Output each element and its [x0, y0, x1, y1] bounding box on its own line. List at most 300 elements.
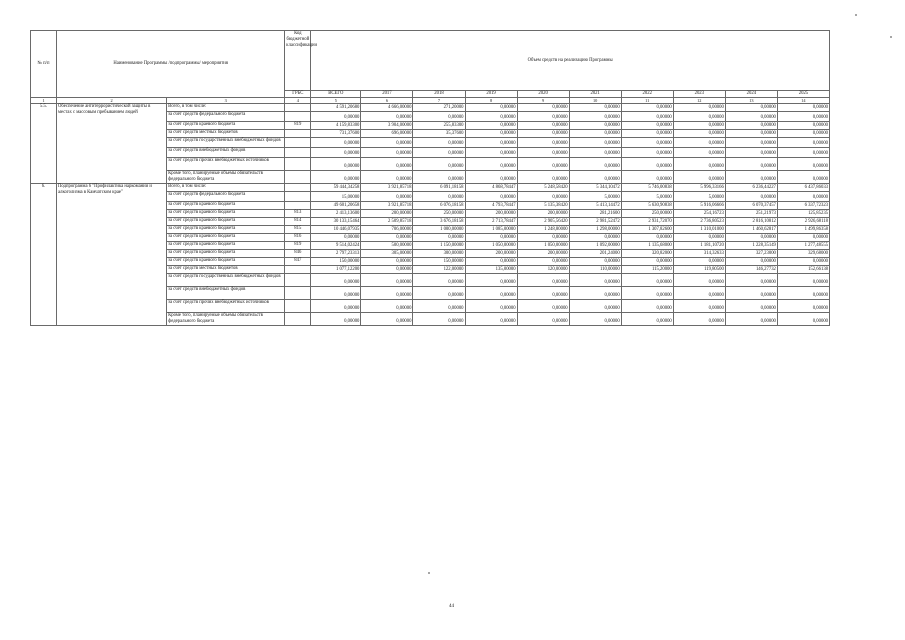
- year-amount: 0,00000: [569, 148, 621, 158]
- program-funding-table: [30, 30, 830, 326]
- year-amount: 0,00000: [777, 122, 829, 130]
- year-amount: 0,00000: [361, 266, 413, 274]
- grbs-code: [285, 148, 311, 158]
- year-amount: 0,00000: [413, 171, 465, 184]
- year-amount: 0,00000: [621, 148, 673, 158]
- year-amount: 0,00000: [673, 104, 725, 112]
- year-amount: 6 337,72323: [777, 202, 829, 210]
- year-amount: 1 150,00000: [413, 242, 465, 250]
- year-amount: 0,00000: [361, 274, 413, 287]
- year-amount: 0,00000: [725, 130, 777, 138]
- year-amount: 1 460,62817: [725, 226, 777, 234]
- year-amount: 327,23000: [725, 250, 777, 258]
- year-amount: 0,00000: [621, 287, 673, 300]
- column-index: 5: [311, 98, 361, 104]
- total-amount: 0,00000: [311, 148, 361, 158]
- year-amount: 0,00000: [777, 104, 829, 112]
- year-amount: 0,00000: [361, 287, 413, 300]
- year-amount: 1 310,01000: [673, 226, 725, 234]
- year-amount: 1 000,00000: [413, 226, 465, 234]
- total-amount: 150,00000: [311, 258, 361, 266]
- year-amount: 0,00000: [777, 158, 829, 171]
- funding-source-label: за счет средств краевого бюджета: [167, 258, 285, 266]
- grbs-code: [285, 158, 311, 171]
- year-amount: 0,00000: [673, 112, 725, 122]
- year-amount: 0,00000: [517, 138, 569, 148]
- grbs-code: 846: [285, 250, 311, 258]
- grbs-code: [285, 266, 311, 274]
- year-amount: 0,00000: [673, 138, 725, 148]
- year-amount: 0,00000: [569, 104, 621, 112]
- year-amount: 1 298,00000: [569, 226, 621, 234]
- year-amount: 0,00000: [621, 104, 673, 112]
- year-amount: 0,00000: [361, 192, 413, 202]
- header-total: ВСЕГО: [311, 91, 361, 98]
- year-amount: 0,00000: [777, 171, 829, 184]
- year-amount: 0,00000: [777, 287, 829, 300]
- scan-speck: [855, 14, 857, 16]
- year-amount: 0,00000: [413, 234, 465, 242]
- year-amount: 2 736,80523: [673, 218, 725, 226]
- year-amount: 255,83300: [413, 122, 465, 130]
- year-amount: 0,00000: [621, 158, 673, 171]
- year-amount: 0,00000: [777, 258, 829, 266]
- year-amount: 5,00000: [621, 192, 673, 202]
- year-amount: 0,00000: [361, 258, 413, 266]
- funding-source-label: за счет средств краевого бюджета: [167, 242, 285, 250]
- year-amount: 0,00000: [621, 138, 673, 148]
- year-amount: 0,00000: [777, 234, 829, 242]
- year-amount: 4 793,78447: [465, 202, 517, 210]
- year-amount: 5,00000: [673, 192, 725, 202]
- funding-source-label: Всего, в том числе:: [167, 104, 285, 112]
- year-amount: 0,00000: [465, 104, 517, 112]
- year-amount: 250,00000: [413, 210, 465, 218]
- header-year: 2023: [673, 91, 725, 98]
- funding-source-label: за счет средств федерального бюджета: [167, 112, 285, 122]
- year-amount: 0,00000: [673, 274, 725, 287]
- year-amount: 119,80500: [673, 266, 725, 274]
- funding-source-label: за счет средств федерального бюджета: [167, 192, 285, 202]
- year-amount: 122,00000: [413, 266, 465, 274]
- year-amount: 0,00000: [725, 234, 777, 242]
- year-amount: 0,00000: [517, 171, 569, 184]
- year-amount: 0,00000: [517, 274, 569, 287]
- year-amount: 5 746,00838: [621, 184, 673, 192]
- year-amount: 200,00000: [517, 210, 569, 218]
- column-index: 2: [57, 98, 167, 104]
- year-amount: 0,00000: [673, 258, 725, 266]
- year-amount: 150,00000: [413, 258, 465, 266]
- year-amount: 329,68000: [777, 250, 829, 258]
- year-amount: 0,00000: [465, 171, 517, 184]
- year-amount: 0,00000: [465, 158, 517, 171]
- year-amount: 250,00000: [621, 210, 673, 218]
- year-amount: 5 135,38420: [517, 202, 569, 210]
- total-amount: 30 133,15464: [311, 218, 361, 226]
- header-funding-volume: Объем средств на реализацию Программы: [311, 31, 830, 91]
- header-year: 2024: [725, 91, 777, 98]
- year-amount: 500,00000: [361, 242, 413, 250]
- funding-source-label: за счет средств государственных внебюджетных фондов: [167, 138, 285, 148]
- year-amount: 0,00000: [569, 274, 621, 287]
- scan-speck: [428, 572, 430, 574]
- total-amount: 4 591,20680: [311, 104, 361, 112]
- header-year: 2017: [361, 91, 413, 98]
- year-amount: 5 344,10472: [569, 184, 621, 192]
- year-amount: 0,00000: [413, 287, 465, 300]
- year-amount: 0,00000: [725, 300, 777, 313]
- year-amount: 120,00000: [517, 266, 569, 274]
- year-amount: 201,24000: [569, 250, 621, 258]
- total-amount: 10 446,07935: [311, 226, 361, 234]
- year-amount: 0,00000: [725, 258, 777, 266]
- year-amount: 0,00000: [465, 112, 517, 122]
- year-amount: 300,00000: [413, 250, 465, 258]
- grbs-code: [285, 171, 311, 184]
- year-amount: 2 509,85718: [361, 218, 413, 226]
- year-amount: 146,27732: [725, 266, 777, 274]
- year-amount: 0,00000: [725, 192, 777, 202]
- year-amount: 1 248,80000: [517, 226, 569, 234]
- year-amount: 0,00000: [413, 300, 465, 313]
- grbs-code: 813: [285, 210, 311, 218]
- year-amount: 0,00000: [569, 171, 621, 184]
- column-index: 11: [621, 98, 673, 104]
- funding-source-label: за счет средств краевого бюджета: [167, 210, 285, 218]
- year-amount: 0,00000: [413, 192, 465, 202]
- total-amount: 15,00000: [311, 192, 361, 202]
- funding-source-label: за счет средств государственных внебюджетных фондов: [167, 274, 285, 287]
- year-amount: 0,00000: [413, 148, 465, 158]
- column-index: 7: [413, 98, 465, 104]
- year-amount: 110,00000: [569, 266, 621, 274]
- year-amount: 0,00000: [777, 130, 829, 138]
- grbs-code: 819: [285, 242, 311, 250]
- year-amount: 0,00000: [413, 274, 465, 287]
- year-amount: 5 996,33166: [673, 184, 725, 192]
- year-amount: 0,00000: [725, 287, 777, 300]
- year-amount: 0,00000: [361, 234, 413, 242]
- total-amount: 4 159,83300: [311, 122, 361, 130]
- grbs-code: [285, 192, 311, 202]
- total-amount: 2 797,23313: [311, 250, 361, 258]
- year-amount: 0,00000: [673, 313, 725, 326]
- year-amount: 1 050,00000: [517, 242, 569, 250]
- year-amount: 0,00000: [621, 300, 673, 313]
- year-amount: 0,00000: [465, 287, 517, 300]
- year-amount: 2 905,56420: [517, 218, 569, 226]
- year-amount: 0,00000: [673, 287, 725, 300]
- grbs-code: [285, 104, 311, 112]
- funding-source-label: за счет средств краевого бюджета: [167, 218, 285, 226]
- total-amount: 0,00000: [311, 234, 361, 242]
- year-amount: 0,00000: [569, 300, 621, 313]
- section-number: 6.: [31, 184, 57, 326]
- scan-speck: [890, 36, 892, 38]
- year-amount: 0,00000: [621, 313, 673, 326]
- year-amount: 0,00000: [517, 300, 569, 313]
- column-index: 4: [285, 98, 311, 104]
- year-amount: 251,21973: [725, 210, 777, 218]
- funding-source-label: Кроме того, планируемые объемы обязательств федерального бюджета: [167, 313, 285, 326]
- year-amount: 0,00000: [725, 148, 777, 158]
- year-amount: 0,00000: [413, 112, 465, 122]
- year-amount: 3 921,85718: [361, 202, 413, 210]
- grbs-code: [285, 274, 311, 287]
- year-amount: 0,00000: [621, 171, 673, 184]
- year-amount: 1 181,10720: [673, 242, 725, 250]
- year-amount: 0,00000: [621, 258, 673, 266]
- total-amount: 1 077,12200: [311, 266, 361, 274]
- year-amount: 1 092,00000: [569, 242, 621, 250]
- year-amount: 0,00000: [465, 192, 517, 202]
- year-amount: 115,20000: [621, 266, 673, 274]
- year-amount: 200,00000: [465, 210, 517, 218]
- year-amount: 0,00000: [621, 112, 673, 122]
- total-amount: 2 413,13600: [311, 210, 361, 218]
- year-amount: 0,00000: [517, 234, 569, 242]
- grbs-code: [285, 313, 311, 326]
- year-amount: 0,00000: [621, 274, 673, 287]
- year-amount: 2 981,52472: [569, 218, 621, 226]
- total-amount: 59 444,34258: [311, 184, 361, 192]
- year-amount: 0,00000: [361, 158, 413, 171]
- year-amount: 0,00000: [569, 313, 621, 326]
- year-amount: 0,00000: [725, 158, 777, 171]
- column-index: 8: [465, 98, 517, 104]
- funding-source-label: за счет средств внебюджетных фондов: [167, 148, 285, 158]
- year-amount: 5 916,06666: [673, 202, 725, 210]
- year-amount: 0,00000: [569, 112, 621, 122]
- year-amount: 0,00000: [673, 158, 725, 171]
- year-amount: 271,20000: [413, 104, 465, 112]
- year-amount: 0,00000: [569, 287, 621, 300]
- year-amount: 0,00000: [465, 258, 517, 266]
- year-amount: 1 277,48555: [777, 242, 829, 250]
- grbs-code: 815: [285, 226, 311, 234]
- year-amount: 0,00000: [465, 122, 517, 130]
- year-amount: 0,00000: [725, 138, 777, 148]
- year-amount: 0,00000: [517, 112, 569, 122]
- year-amount: 0,00000: [725, 122, 777, 130]
- year-amount: 0,00000: [777, 148, 829, 158]
- column-index: 12: [673, 98, 725, 104]
- grbs-code: [285, 184, 311, 192]
- column-index: 14: [777, 98, 829, 104]
- page-number: 44: [449, 604, 454, 609]
- year-amount: 706,00000: [361, 226, 413, 234]
- year-amount: 0,00000: [361, 148, 413, 158]
- year-amount: 0,00000: [673, 130, 725, 138]
- year-amount: 281,21600: [569, 210, 621, 218]
- year-amount: 4 868,78447: [465, 184, 517, 192]
- year-amount: 4 666,00000: [361, 104, 413, 112]
- year-amount: 0,00000: [673, 171, 725, 184]
- total-amount: 0,00000: [311, 274, 361, 287]
- header-budget-code: Код бюджетной классификации: [285, 31, 311, 91]
- year-amount: 305,00000: [361, 250, 413, 258]
- column-index: 13: [725, 98, 777, 104]
- year-amount: 0,00000: [673, 234, 725, 242]
- section-number: 5.5.: [31, 104, 57, 184]
- column-index: 6: [361, 98, 413, 104]
- year-amount: 5 630,90838: [621, 202, 673, 210]
- year-amount: 0,00000: [465, 148, 517, 158]
- year-amount: 0,00000: [777, 192, 829, 202]
- header-year: 2025: [777, 91, 829, 98]
- year-amount: 0,00000: [361, 313, 413, 326]
- year-amount: 696,00000: [361, 130, 413, 138]
- year-amount: 0,00000: [569, 258, 621, 266]
- funding-source-label: за счет средств прочих внебюджетных источников: [167, 158, 285, 171]
- year-amount: 6 076,18158: [413, 202, 465, 210]
- column-index: 10: [569, 98, 621, 104]
- header-year: 2020: [517, 91, 569, 98]
- year-amount: 1 050,00000: [465, 242, 517, 250]
- year-amount: 0,00000: [517, 192, 569, 202]
- year-amount: 6 236,44227: [725, 184, 777, 192]
- year-amount: 0,00000: [465, 274, 517, 287]
- header-year: 2019: [465, 91, 517, 98]
- year-amount: 0,00000: [361, 300, 413, 313]
- column-index: 1: [31, 98, 57, 104]
- year-amount: 0,00000: [569, 138, 621, 148]
- total-amount: 0,00000: [311, 171, 361, 184]
- total-amount: 0,00000: [311, 138, 361, 148]
- grbs-code: [285, 130, 311, 138]
- funding-source-label: за счет средств прочих внебюджетных источников: [167, 300, 285, 313]
- table-row: [31, 184, 830, 192]
- year-amount: 0,00000: [777, 300, 829, 313]
- year-amount: 0,00000: [777, 112, 829, 122]
- year-amount: 2 713,78447: [465, 218, 517, 226]
- section-name: Обеспечение антитеррористической защиты в местах с массовым пребыванием людей: [57, 104, 167, 184]
- year-amount: 0,00000: [517, 122, 569, 130]
- year-amount: 0,00000: [673, 300, 725, 313]
- year-amount: 2 816,10812: [725, 218, 777, 226]
- column-index: 9: [517, 98, 569, 104]
- funding-source-label: Кроме того, планируемые объемы обязательств федерального бюджета: [167, 171, 285, 184]
- year-amount: 0,00000: [621, 130, 673, 138]
- grbs-code: 814: [285, 218, 311, 226]
- year-amount: 0,00000: [413, 158, 465, 171]
- funding-table-sheet: [30, 30, 830, 326]
- header-program-name: Наименование Программы /подпрограммы/ мероприятия: [57, 31, 285, 98]
- header-year: 2022: [621, 91, 673, 98]
- year-amount: 0,00000: [673, 148, 725, 158]
- total-amount: 0,00000: [311, 287, 361, 300]
- year-amount: 35,37600: [413, 130, 465, 138]
- year-amount: 0,00000: [361, 112, 413, 122]
- total-amount: 0,00000: [311, 300, 361, 313]
- year-amount: 0,00000: [517, 104, 569, 112]
- year-amount: 0,00000: [725, 171, 777, 184]
- grbs-code: [285, 287, 311, 300]
- year-amount: 200,00000: [517, 250, 569, 258]
- grbs-code: 819: [285, 122, 311, 130]
- total-amount: 9 514,02424: [311, 242, 361, 250]
- year-amount: 0,00000: [465, 234, 517, 242]
- year-amount: 0,00000: [725, 274, 777, 287]
- year-amount: 320,82000: [621, 250, 673, 258]
- year-amount: 0,00000: [465, 300, 517, 313]
- year-amount: 0,00000: [465, 130, 517, 138]
- year-amount: 1 499,86358: [777, 226, 829, 234]
- year-amount: 0,00000: [725, 313, 777, 326]
- grbs-code: 816: [285, 234, 311, 242]
- total-amount: 0,00000: [311, 313, 361, 326]
- funding-source-label: за счет средств краевого бюджета: [167, 202, 285, 210]
- year-amount: 0,00000: [517, 313, 569, 326]
- year-amount: 6 091,18158: [413, 184, 465, 192]
- year-amount: 2 926,68118: [777, 218, 829, 226]
- section-name: Подпрограмма 6 "Профилактика наркомании и алкоголизма в Камчатском крае": [57, 184, 167, 326]
- year-amount: 314,32633: [673, 250, 725, 258]
- year-amount: 254,16723: [673, 210, 725, 218]
- funding-source-label: за счет средств краевого бюджета: [167, 234, 285, 242]
- year-amount: 3 921,85718: [361, 184, 413, 192]
- year-amount: 0,00000: [569, 158, 621, 171]
- year-amount: 0,00000: [517, 130, 569, 138]
- year-amount: 200,00000: [465, 250, 517, 258]
- year-amount: 1 085,00000: [465, 226, 517, 234]
- header-year: 2018: [413, 91, 465, 98]
- year-amount: 3 904,00000: [361, 122, 413, 130]
- year-amount: 2 931,72070: [621, 218, 673, 226]
- year-amount: 6 437,86033: [777, 184, 829, 192]
- year-amount: 0,00000: [361, 171, 413, 184]
- year-amount: 1 228,35149: [725, 242, 777, 250]
- year-amount: 0,00000: [517, 258, 569, 266]
- funding-source-label: за счет средств краевого бюджета: [167, 226, 285, 234]
- funding-source-label: за счет средств местных бюджетов: [167, 130, 285, 138]
- year-amount: 0,00000: [725, 104, 777, 112]
- year-amount: 0,00000: [569, 130, 621, 138]
- grbs-code: [285, 202, 311, 210]
- total-amount: 49 601,20658: [311, 202, 361, 210]
- year-amount: 0,00000: [777, 138, 829, 148]
- year-amount: 3 676,18158: [413, 218, 465, 226]
- year-amount: 0,00000: [517, 148, 569, 158]
- year-amount: 0,00000: [673, 122, 725, 130]
- year-amount: 0,00000: [621, 234, 673, 242]
- column-index: 3: [167, 98, 285, 104]
- header-number: № п/п: [31, 31, 57, 98]
- year-amount: 5,00000: [569, 192, 621, 202]
- grbs-code: [285, 112, 311, 122]
- year-amount: 0,00000: [777, 274, 829, 287]
- year-amount: 6 070,37457: [725, 202, 777, 210]
- year-amount: 152,66138: [777, 266, 829, 274]
- year-amount: 0,00000: [517, 287, 569, 300]
- year-amount: 0,00000: [569, 122, 621, 130]
- grbs-code: 847: [285, 258, 311, 266]
- year-amount: 0,00000: [777, 313, 829, 326]
- funding-source-label: за счет средств внебюджетных фондов: [167, 287, 285, 300]
- year-amount: 0,00000: [465, 313, 517, 326]
- funding-source-label: за счет средств краевого бюджета: [167, 250, 285, 258]
- year-amount: 0,00000: [621, 122, 673, 130]
- total-amount: 731,37600: [311, 130, 361, 138]
- header-year: 2021: [569, 91, 621, 98]
- grbs-code: [285, 138, 311, 148]
- year-amount: 125,85235: [777, 210, 829, 218]
- year-amount: 0,00000: [569, 234, 621, 242]
- year-amount: 5 248,58420: [517, 184, 569, 192]
- year-amount: 0,00000: [413, 313, 465, 326]
- year-amount: 5 413,14472: [569, 202, 621, 210]
